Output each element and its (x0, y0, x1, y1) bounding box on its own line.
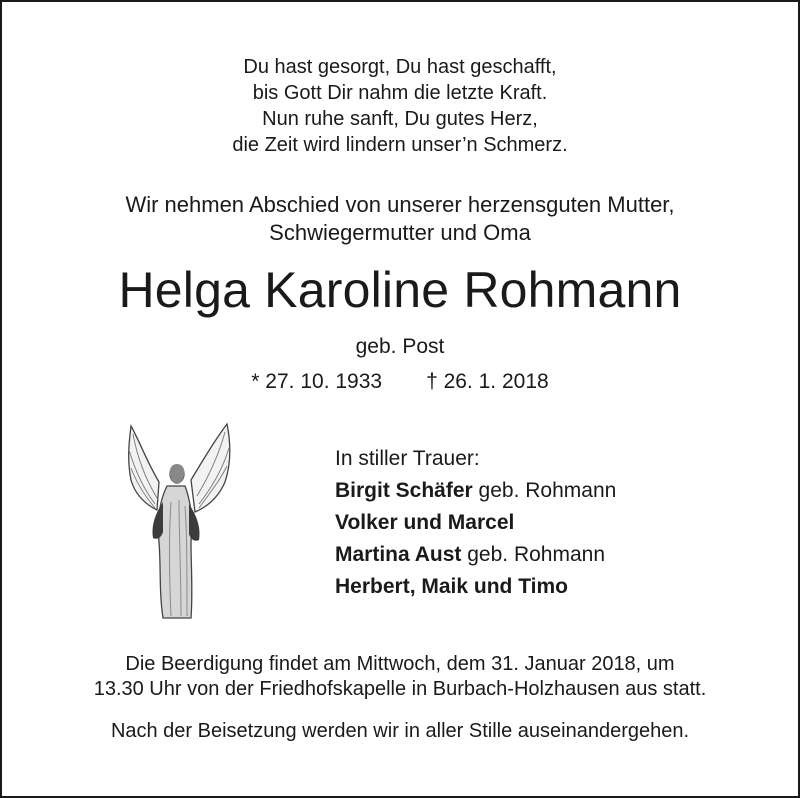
mourner-entry (335, 571, 616, 603)
mourner-note: geb. Rohmann (461, 543, 606, 566)
mourner-entry (335, 475, 616, 507)
mourner-name: Birgit Schäfer (335, 479, 473, 502)
mourner-name: Volker und Marcel (335, 511, 515, 534)
farewell-intro (2, 191, 798, 247)
life-dates (2, 368, 798, 396)
closing-note: Nach der Beisetzung werden wir in aller Stille auseinandergehen. (110, 720, 690, 742)
poem-line: bis Gott Dir nahm die letzte Kraft. (252, 82, 548, 104)
mourner-entry (335, 539, 616, 571)
death-date: † 26. 1. 2018 (426, 370, 549, 393)
mourner-name: Herbert, Maik und Timo (335, 575, 568, 598)
maiden-name: geb. Post (355, 335, 445, 358)
poem-line: die Zeit wird lindern unser’n Schmerz. (232, 134, 568, 156)
funeral-info (2, 652, 798, 702)
mourner-note: geb. Rohmann (472, 479, 617, 502)
mourners-heading: In stiller Trauer: (335, 447, 480, 470)
mourners-list (335, 443, 616, 603)
mourner-name: Martina Aust (335, 543, 462, 566)
poem-line: Du hast gesorgt, Du hast geschafft, (243, 56, 557, 78)
funeral-line: Die Beerdigung findet am Mittwoch, dem 31. Januar 2018, um (125, 653, 675, 675)
mourner-entry (335, 507, 616, 539)
angel-icon (119, 422, 237, 622)
intro-line: Wir nehmen Abschied von unserer herzensguten Mutter, (125, 192, 675, 217)
birth-date: * 27. 10. 1933 (251, 370, 383, 393)
poem (2, 54, 798, 158)
funeral-line: 13.30 Uhr von der Friedhofskapelle in Burbach-Holzhausen aus statt. (93, 678, 707, 700)
deceased-name: Helga Karoline Rohmann (118, 262, 682, 318)
intro-line: Schwiegermutter und Oma (269, 220, 531, 245)
poem-line: Nun ruhe sanft, Du gutes Herz, (262, 108, 538, 130)
